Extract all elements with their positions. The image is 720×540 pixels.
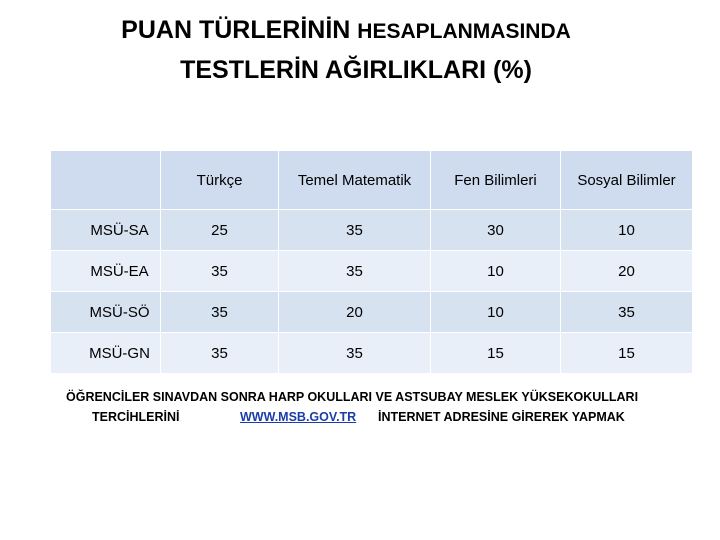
row-label: MSÜ-SÖ: [51, 292, 161, 333]
table-cell: 20: [279, 292, 431, 333]
row-label: MSÜ-GN: [51, 333, 161, 374]
table-cell: 35: [161, 251, 279, 292]
title-main: PUAN TÜRLERİNİN: [121, 16, 351, 44]
footer-line-2-start: TERCİHLERİNİ: [92, 410, 180, 424]
table-cell: 15: [561, 333, 693, 374]
table-cell: 15: [431, 333, 561, 374]
table-cell: 30: [431, 210, 561, 251]
table-row: [51, 210, 693, 251]
table-corner-cell: [51, 151, 161, 210]
table-cell: 10: [561, 210, 693, 251]
footer-line-2-end: İNTERNET ADRESİNE GİREREK YAPMAK: [378, 410, 625, 424]
table-cell: 10: [431, 292, 561, 333]
table-cell: 35: [279, 210, 431, 251]
msb-website-link[interactable]: WWW.MSB.GOV.TR: [240, 410, 357, 424]
column-header: Türkçe: [161, 151, 279, 210]
column-header: Fen Bilimleri: [431, 151, 561, 210]
table-row: [51, 333, 693, 374]
column-header: Sosyal Bilimler: [561, 151, 693, 210]
table-cell: 35: [279, 251, 431, 292]
footer-line-1: ÖĞRENCİLER SINAVDAN SONRA HARP OKULLARI VE ASTSUBAY MESLEK YÜKSEKOKULLARI: [66, 390, 639, 404]
page-title-line-1: [0, 18, 706, 43]
table-cell: 35: [161, 292, 279, 333]
column-header: Temel Matematik: [279, 151, 431, 210]
table-cell: 20: [561, 251, 693, 292]
weights-table: [50, 150, 693, 374]
table-cell: 35: [279, 333, 431, 374]
table-cell: 25: [161, 210, 279, 251]
row-label: MSÜ-EA: [51, 251, 161, 292]
table-row: [51, 251, 693, 292]
table-cell: 35: [161, 333, 279, 374]
page-title-line-2: TESTLERİN AĞIRLIKLARI (%): [180, 56, 532, 84]
msb-website-link-wrapper: [240, 407, 356, 427]
table-header-row: [51, 151, 693, 210]
row-label: MSÜ-SA: [51, 210, 161, 251]
table-row: [51, 292, 693, 333]
table-cell: 10: [431, 251, 561, 292]
table-cell: 35: [561, 292, 693, 333]
title-small: HESAPLANMASINDA: [357, 20, 571, 43]
